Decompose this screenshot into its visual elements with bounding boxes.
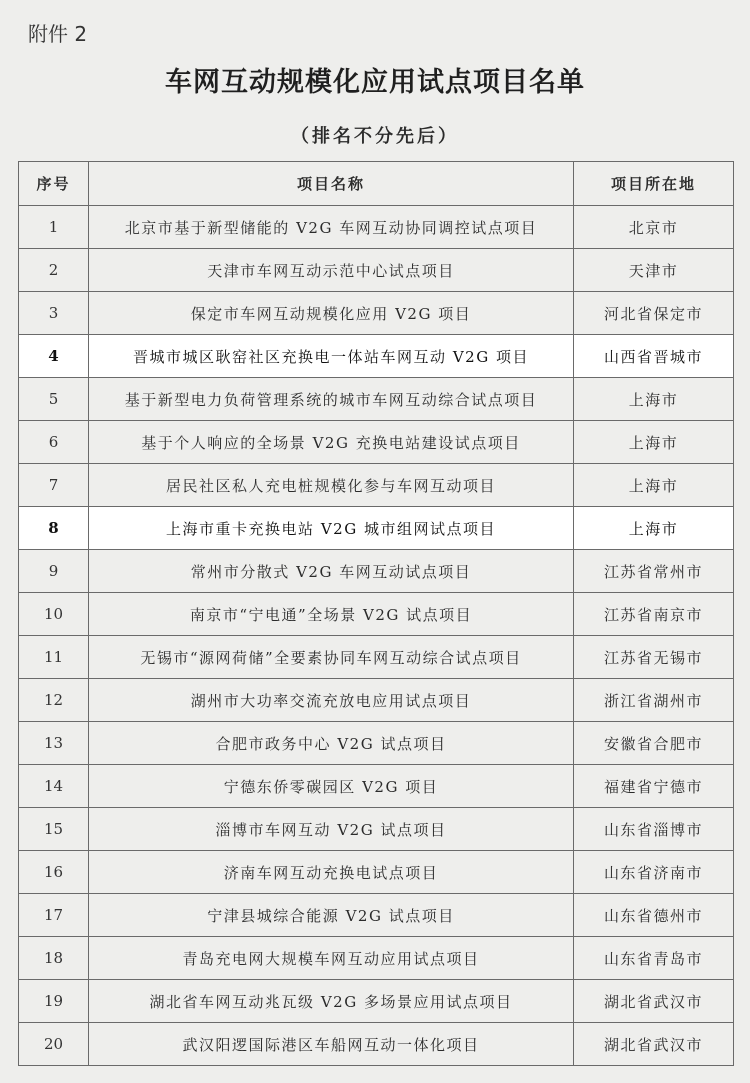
row-number: 15: [19, 808, 89, 851]
project-name: 青岛充电网大规模车网互动应用试点项目: [89, 937, 574, 980]
project-name: 晋城市城区耿窑社区充换电一体站车网互动 V2G 项目: [89, 335, 574, 378]
page-title: 车网互动规模化应用试点项目名单: [165, 67, 585, 98]
table-row: [19, 937, 734, 980]
row-number: 7: [19, 464, 89, 507]
table-row: [19, 636, 734, 679]
project-location: 安徽省合肥市: [574, 722, 734, 765]
project-name: 武汉阳逻国际港区车船网互动一体化项目: [89, 1023, 574, 1066]
project-location: 天津市: [574, 249, 734, 292]
project-name: 淄博市车网互动 V2G 试点项目: [89, 808, 574, 851]
project-name: 保定市车网互动规模化应用 V2G 项目: [89, 292, 574, 335]
row-number: 19: [19, 980, 89, 1023]
project-name: 天津市车网互动示范中心试点项目: [89, 249, 574, 292]
project-name: 济南车网互动充换电试点项目: [89, 851, 574, 894]
project-name: 常州市分散式 V2G 车网互动试点项目: [89, 550, 574, 593]
project-name: 南京市“宁电通”全场景 V2G 试点项目: [89, 593, 574, 636]
column-header-location: 项目所在地: [574, 162, 734, 206]
project-name: 湖北省车网互动兆瓦级 V2G 多场景应用试点项目: [89, 980, 574, 1023]
table-row: [19, 550, 734, 593]
project-location: 山东省德州市: [574, 894, 734, 937]
project-location: 河北省保定市: [574, 292, 734, 335]
row-number: 11: [19, 636, 89, 679]
project-location: 北京市: [574, 206, 734, 249]
project-location: 浙江省湖州市: [574, 679, 734, 722]
project-location: 山东省济南市: [574, 851, 734, 894]
table-row: [19, 464, 734, 507]
table-row: [19, 894, 734, 937]
project-name: 合肥市政务中心 V2G 试点项目: [89, 722, 574, 765]
row-number: 2: [19, 249, 89, 292]
table-row: [19, 378, 734, 421]
project-location: 上海市: [574, 378, 734, 421]
project-name: 宁津县城综合能源 V2G 试点项目: [89, 894, 574, 937]
row-number: 12: [19, 679, 89, 722]
table-row-highlighted: [19, 507, 734, 550]
project-name: 基于新型电力负荷管理系统的城市车网互动综合试点项目: [89, 378, 574, 421]
table-row: [19, 421, 734, 464]
table-row-highlighted: [19, 335, 734, 378]
row-number: 3: [19, 292, 89, 335]
table-row: [19, 765, 734, 808]
project-name: 居民社区私人充电桩规模化参与车网互动项目: [89, 464, 574, 507]
table-row: [19, 851, 734, 894]
project-name: 上海市重卡充换电站 V2G 城市组网试点项目: [89, 507, 574, 550]
row-number: 17: [19, 894, 89, 937]
project-location: 湖北省武汉市: [574, 980, 734, 1023]
column-header-project-name: 项目名称: [89, 162, 574, 206]
row-number: 8: [19, 507, 89, 550]
row-number: 5: [19, 378, 89, 421]
project-location: 上海市: [574, 421, 734, 464]
row-number: 9: [19, 550, 89, 593]
project-location: 江苏省常州市: [574, 550, 734, 593]
column-header-number: 序号: [19, 162, 89, 206]
table-row: [19, 808, 734, 851]
project-name: 宁德东侨零碳园区 V2G 项目: [89, 765, 574, 808]
table-row: [19, 679, 734, 722]
table-row: [19, 292, 734, 335]
table-row: [19, 206, 734, 249]
row-number: 4: [19, 335, 89, 378]
table-row: [19, 249, 734, 292]
project-name: 无锡市“源网荷储”全要素协同车网互动综合试点项目: [89, 636, 574, 679]
attachment-label: 附件 2: [28, 22, 88, 46]
project-name: 基于个人响应的全场景 V2G 充换电站建设试点项目: [89, 421, 574, 464]
table-row: [19, 980, 734, 1023]
pilot-project-table: [18, 161, 734, 1066]
project-location: 上海市: [574, 507, 734, 550]
row-number: 10: [19, 593, 89, 636]
table-row: [19, 593, 734, 636]
project-location: 江苏省南京市: [574, 593, 734, 636]
project-location: 上海市: [574, 464, 734, 507]
project-location: 福建省宁德市: [574, 765, 734, 808]
table-header-row: [19, 162, 734, 206]
row-number: 14: [19, 765, 89, 808]
project-location: 山东省淄博市: [574, 808, 734, 851]
project-name: 湖州市大功率交流充放电应用试点项目: [89, 679, 574, 722]
table-row: [19, 1023, 734, 1066]
row-number: 1: [19, 206, 89, 249]
project-location: 山西省晋城市: [574, 335, 734, 378]
row-number: 6: [19, 421, 89, 464]
table-row: [19, 722, 734, 765]
project-location: 江苏省无锡市: [574, 636, 734, 679]
project-location: 湖北省武汉市: [574, 1023, 734, 1066]
project-location: 山东省青岛市: [574, 937, 734, 980]
page-subtitle: （排名不分先后）: [291, 126, 459, 147]
row-number: 20: [19, 1023, 89, 1066]
row-number: 16: [19, 851, 89, 894]
row-number: 13: [19, 722, 89, 765]
row-number: 18: [19, 937, 89, 980]
project-name: 北京市基于新型储能的 V2G 车网互动协同调控试点项目: [89, 206, 574, 249]
